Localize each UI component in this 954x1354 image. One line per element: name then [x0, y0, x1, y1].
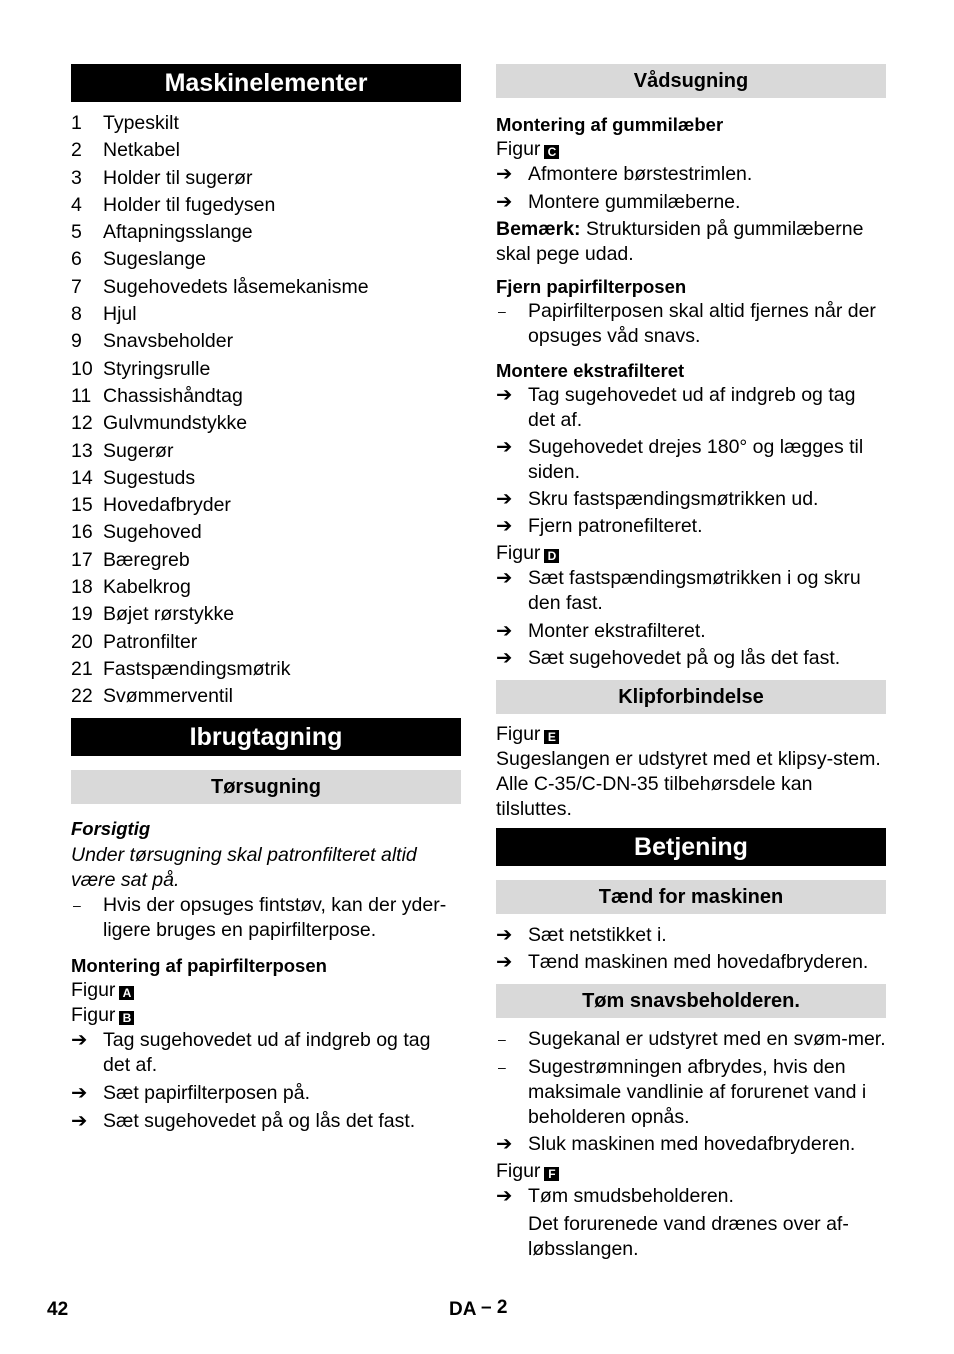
item-number: 7 [71, 275, 82, 298]
list-item: – Hvis der opsuges fintstøv, kan der yder-ligere bruges en papirfilterpose. [73, 893, 447, 941]
figure-ref-b: Figur B [71, 1003, 461, 1028]
arrow-right-icon: ➔ [496, 567, 513, 589]
item-label: Patronfilter [103, 630, 198, 653]
item-label: Bøjet rørstykke [103, 603, 235, 626]
item-label: Sugeslange [103, 248, 207, 271]
item-number: 13 [71, 439, 93, 462]
item-label: Gulvmundstykke [103, 412, 248, 435]
item-number: 20 [71, 630, 93, 653]
list-item: ➔ Sæt papirfilterposen på. [71, 1081, 311, 1104]
arrow-right-icon: ➔ [496, 191, 513, 213]
sub-montering-papirfilterposen: Montering af papirfilterposen [71, 954, 327, 976]
list-item [71, 574, 461, 601]
list-item: ➔ Tænd maskinen med hovedafbryderen. [496, 951, 869, 973]
item-number: 12 [71, 412, 93, 435]
list-item: ➔ Montere gummilæberne. [496, 191, 741, 213]
right-column [496, 64, 886, 1262]
heading-maskinelementer: Maskinelementer [71, 64, 461, 102]
figure-ref-e: Figur E [496, 722, 886, 747]
list-item: ➔ Fjern patronefilteret. [496, 515, 703, 537]
item-label: Holder til fugedysen [103, 193, 276, 216]
list-item: – Sugestrømningen afbrydes, hvis den maksimale vandlinie af forurenet vand i beholderen opnås. [498, 1056, 867, 1128]
figure-f-icon: F [544, 1167, 559, 1181]
list-item [71, 519, 461, 546]
list-item [71, 438, 461, 465]
figure-ref-d: Figur D [496, 541, 886, 566]
figure-d-icon: D [544, 549, 559, 563]
item-label: Netkabel [103, 139, 180, 162]
list-item: ➔ Tag sugehovedet ud af indgreb og tag det af. [496, 384, 856, 431]
caution-title: Forsigtig [71, 817, 151, 839]
list-item: ➔ Sæt fastspændingsmøtrikken i og skru den fast. [496, 567, 861, 614]
item-label: Bæregreb [103, 548, 190, 571]
item-label: Aftapningsslange [103, 221, 253, 244]
item-label: Sugehoved [103, 521, 202, 544]
item-number: 21 [71, 657, 93, 680]
sub-fjern-papirfilterposen: Fjern papirfilterposen [496, 276, 687, 297]
arrow-right-icon: ➔ [496, 951, 513, 973]
item-label: Kabelkrog [103, 576, 191, 599]
arrow-right-icon: ➔ [496, 384, 513, 406]
list-item [71, 301, 461, 328]
item-number: 9 [71, 330, 82, 353]
dash-marker: – [498, 1031, 506, 1047]
item-label: Holder til sugerør [103, 166, 253, 189]
item-label: Styringsrulle [103, 357, 211, 380]
arrow-right-icon: ➔ [496, 436, 513, 458]
language-code: DA [449, 1299, 476, 1320]
page-number: 42 [47, 1299, 69, 1320]
item-label: Sugestuds [103, 466, 196, 489]
item-number: 4 [71, 193, 82, 216]
page-code [449, 1297, 507, 1322]
left-column [71, 64, 461, 1134]
item-number: 18 [71, 576, 93, 599]
item-number: 8 [71, 303, 82, 326]
dash-marker: – [498, 1059, 506, 1075]
arrow-right-icon: ➔ [496, 163, 513, 185]
list-item: ➔ Tag sugehovedet ud af indgreb og tag det af. [71, 1028, 431, 1076]
caution-text: Under tørsugning skal patronfilteret altid være sat på. [71, 843, 417, 891]
list-item: – Sugekanal er udstyret med en svøm-mer. [498, 1028, 886, 1050]
list-item [71, 110, 461, 137]
list-item [71, 137, 461, 164]
arrow-right-icon: ➔ [496, 620, 513, 642]
dash-marker: – [498, 303, 506, 319]
item-number: 16 [71, 521, 93, 544]
arrow-right-icon: ➔ [496, 515, 513, 537]
arrow-right-icon: ➔ [496, 1185, 513, 1207]
arrow-right-icon: ➔ [496, 488, 513, 510]
list-item [71, 465, 461, 492]
figure-e-icon: E [544, 730, 559, 744]
list-item [71, 192, 461, 219]
list-item: ➔ Skru fastspændingsmøtrikken ud. [496, 488, 819, 510]
figure-ref-c: Figur C [496, 137, 886, 162]
item-label: Snavsbeholder [103, 330, 234, 353]
parts-list [71, 110, 461, 711]
figure-a-icon: A [119, 986, 134, 1000]
sub-montering-gummilaeber: Montering af gummilæber [496, 114, 724, 135]
item-number: 6 [71, 248, 82, 271]
list-item: ➔ Sugehovedet drejes 180° og lægges til siden. [496, 436, 864, 483]
list-item: ➔ Sæt sugehovedet på og lås det fast. [71, 1109, 416, 1132]
list-item [71, 656, 461, 683]
section-torsugning: Tørsugning [71, 770, 461, 804]
list-item: ➔ Sæt netstikket i. [496, 924, 667, 946]
item-label: Hjul [103, 303, 137, 326]
arrow-right-icon: ➔ [496, 924, 513, 946]
item-label: Sugehovedets låsemekanisme [103, 275, 369, 298]
sub-montere-ekstrafilteret: Montere ekstrafilteret [496, 360, 685, 381]
list-item [71, 246, 461, 273]
item-number: 10 [71, 357, 93, 380]
list-item: ➔ Monter ekstrafilteret. [496, 620, 706, 642]
arrow-right-icon: ➔ [71, 1081, 88, 1104]
item-number: 19 [71, 603, 93, 626]
item-label: Hovedafbryder [103, 494, 231, 517]
list-item: – Papirfilterposen skal altid fjernes når der opsuges våd snavs. [498, 300, 876, 347]
section-taend-for-maskinen: Tænd for maskinen [496, 880, 886, 914]
drain-text: Det forurenede vand drænes over af-løbsslangen. [528, 1213, 849, 1260]
item-number: 3 [71, 166, 82, 189]
list-item [71, 492, 461, 519]
list-item [71, 328, 461, 355]
item-number: 14 [71, 466, 93, 489]
item-number: 5 [71, 221, 82, 244]
list-item [71, 547, 461, 574]
arrow-right-icon: ➔ [71, 1109, 88, 1132]
item-number: 15 [71, 494, 93, 517]
arrow-right-icon: ➔ [71, 1028, 88, 1051]
item-number: 1 [71, 112, 82, 134]
section-vadsugning: Vådsugning [496, 64, 886, 98]
arrow-right-icon: ➔ [496, 1133, 513, 1155]
list-item: ➔ Tøm smudsbeholderen. [496, 1185, 734, 1207]
list-item: ➔ Afmontere børstestrimlen. [496, 163, 753, 185]
item-label: Svømmerventil [103, 685, 234, 708]
list-item: ➔ Sluk maskinen med hovedafbryderen. [496, 1133, 856, 1155]
list-item [71, 383, 461, 410]
figure-c-icon: C [544, 145, 559, 159]
list-item [71, 356, 461, 383]
list-item [71, 601, 461, 628]
item-number: 11 [71, 384, 92, 407]
item-number: 2 [71, 139, 82, 162]
list-item [71, 629, 461, 656]
section-page: – 2 [481, 1297, 508, 1318]
section-klipforbindelse: Klipforbindelse [496, 680, 886, 714]
list-item: ➔ Sæt sugehovedet på og lås det fast. [496, 647, 841, 669]
list-item [71, 219, 461, 246]
figure-ref-a: Figur A [71, 978, 461, 1003]
note: Bemærk: Struktursiden på gummilæberne skal pege udad. [496, 218, 864, 265]
figure-b-icon: B [119, 1011, 134, 1025]
item-label: Fastspændingsmøtrik [103, 657, 291, 680]
heading-ibrugtagning: Ibrugtagning [71, 718, 461, 756]
section-tom-snavsbeholderen: Tøm snavsbeholderen. [496, 984, 886, 1018]
item-label: Chassishåndtag [103, 384, 243, 407]
arrow-right-icon: ➔ [496, 647, 513, 669]
heading-betjening: Betjening [496, 828, 886, 866]
list-item [71, 165, 461, 192]
klip-text: Sugeslangen er udstyret med et klipsy-stem. Alle C-35/C-DN-35 tilbehørsdele kan tilsluttes. [496, 748, 881, 820]
figure-ref-f: Figur F [496, 1159, 886, 1184]
list-item [71, 410, 461, 437]
list-item [71, 683, 461, 710]
item-label: Typeskilt [103, 112, 179, 134]
list-item [71, 274, 461, 301]
dash-marker: – [73, 896, 81, 913]
item-number: 17 [71, 548, 93, 571]
item-label: Sugerør [103, 439, 174, 462]
item-number: 22 [71, 685, 93, 708]
